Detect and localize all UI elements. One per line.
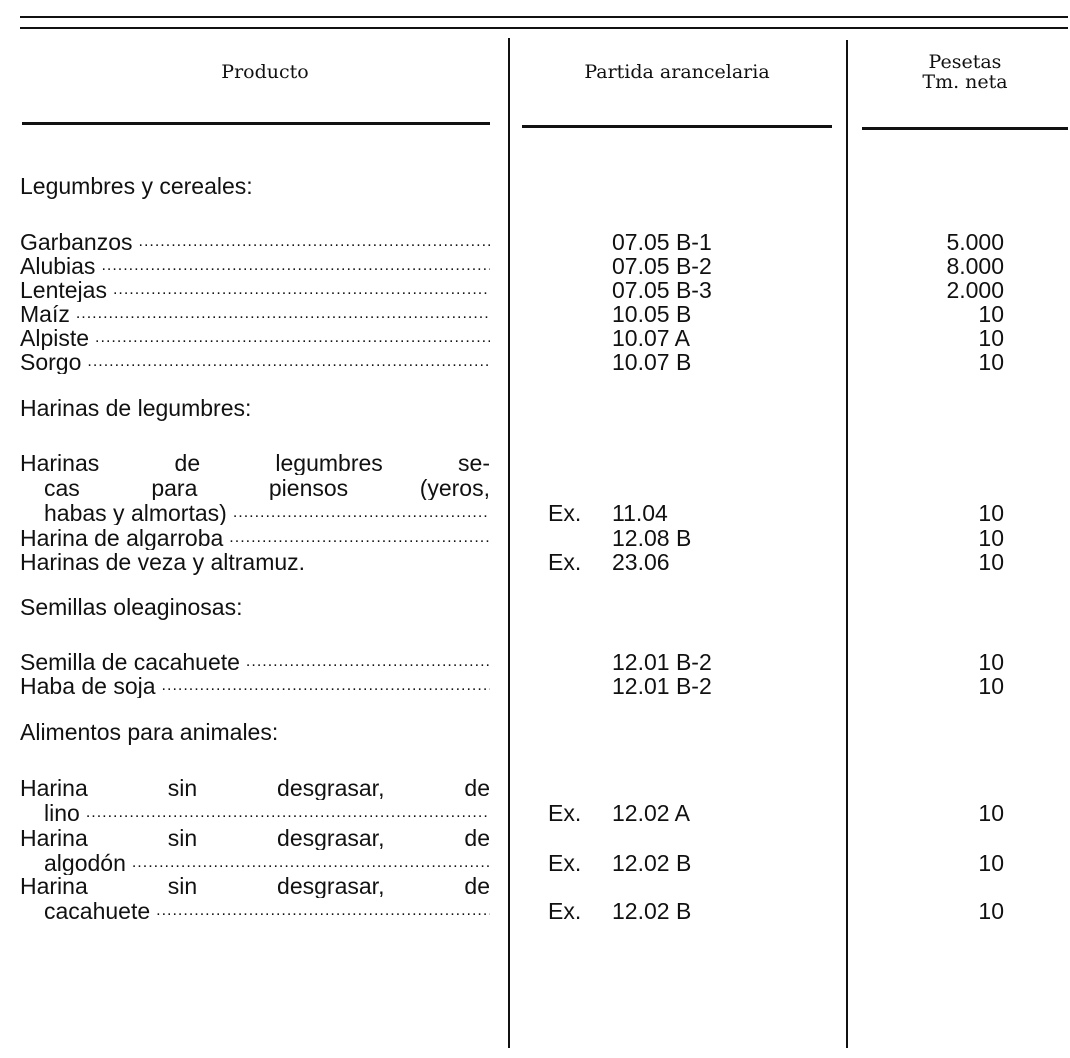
- product-label: algodón: [44, 851, 126, 875]
- dot-leader: [70, 302, 490, 326]
- header-pesetas-1: Pesetas: [928, 51, 1002, 73]
- tariff-code: 10.05 B: [612, 301, 692, 327]
- product-name-line: cas para piensos (yeros,: [44, 476, 490, 500]
- product-name: [20, 278, 490, 302]
- tariff-code: 10.07 B: [612, 349, 692, 375]
- section-heading: Harinas de legumbres:: [20, 395, 252, 421]
- price-value: 10: [978, 525, 1004, 551]
- product-label: Maíz: [20, 302, 70, 326]
- price-value: 5.000: [946, 229, 1004, 255]
- product-name: [44, 851, 490, 875]
- product-name: [20, 230, 490, 254]
- product-name: Harinas de veza y altramuz.: [20, 549, 306, 575]
- product-name-line: Harina sin desgrasar, de: [20, 826, 490, 850]
- product-label: Alubias: [20, 254, 96, 278]
- product-name: [44, 501, 490, 525]
- price-value: 10: [978, 673, 1004, 699]
- product-label: cacahuete: [44, 899, 151, 923]
- dot-leader: [156, 674, 490, 698]
- header-pesetas-2: Tm. neta: [922, 71, 1008, 93]
- product-name: [20, 254, 490, 278]
- tariff-code: 07.05 B-1: [612, 229, 712, 255]
- section-heading: Legumbres y cereales:: [20, 173, 253, 199]
- product-name-line: Harinas de legumbres se-: [20, 451, 490, 475]
- price-value: 10: [978, 301, 1004, 327]
- column-divider-1: [508, 38, 510, 1048]
- product-name: [20, 650, 490, 674]
- tariff-code: 12.02 B: [612, 850, 692, 876]
- product-label: Garbanzos: [20, 230, 133, 254]
- price-value: 2.000: [946, 277, 1004, 303]
- ex-marker: Ex.: [548, 898, 582, 924]
- ex-marker: Ex.: [548, 800, 582, 826]
- product-name: [44, 899, 490, 923]
- ex-marker: Ex.: [548, 500, 582, 526]
- header-rule-2: [522, 125, 832, 128]
- product-name-line: Harina sin desgrasar, de: [20, 874, 490, 898]
- dot-leader: [150, 899, 490, 923]
- dot-leader: [81, 350, 490, 374]
- product-name: [20, 326, 490, 350]
- price-value: 8.000: [946, 253, 1004, 279]
- product-name-line: Harina sin desgrasar, de: [20, 776, 490, 800]
- section-heading: Alimentos para animales:: [20, 719, 279, 745]
- tariff-code: 12.01 B-2: [612, 673, 712, 699]
- ex-marker: Ex.: [548, 549, 582, 575]
- product-name: [20, 526, 490, 550]
- top-double-rule-1: [20, 16, 1068, 18]
- dot-leader: [240, 650, 490, 674]
- top-double-rule-2: [20, 27, 1068, 29]
- tariff-code: 07.05 B-2: [612, 253, 712, 279]
- tariff-code: 12.01 B-2: [612, 649, 712, 675]
- product-label: lino: [44, 801, 80, 825]
- header-partida: Partida arancelaria: [584, 61, 770, 83]
- price-value: 10: [978, 325, 1004, 351]
- column-divider-2: [846, 40, 848, 1048]
- dot-leader: [223, 526, 490, 550]
- tariff-code: 23.06: [612, 549, 670, 575]
- product-name: [20, 674, 490, 698]
- product-label: Semilla de cacahuete: [20, 650, 240, 674]
- price-value: 10: [978, 850, 1004, 876]
- dot-leader: [227, 501, 490, 525]
- ex-marker: Ex.: [548, 850, 582, 876]
- dot-leader: [95, 254, 490, 278]
- price-value: 10: [978, 649, 1004, 675]
- product-name: [44, 801, 490, 825]
- dot-leader: [89, 326, 490, 350]
- price-value: 10: [978, 349, 1004, 375]
- price-value: 10: [978, 549, 1004, 575]
- tariff-code: 12.08 B: [612, 525, 692, 551]
- tariff-code: 12.02 B: [612, 898, 692, 924]
- product-label: Haba de soja: [20, 674, 156, 698]
- product-label: Lentejas: [20, 278, 107, 302]
- product-name: [20, 350, 490, 374]
- price-value: 10: [978, 500, 1004, 526]
- product-label: Sorgo: [20, 350, 82, 374]
- price-value: 10: [978, 898, 1004, 924]
- tariff-code: 12.02 A: [612, 800, 691, 826]
- dot-leader: [107, 278, 490, 302]
- price-value: 10: [978, 800, 1004, 826]
- product-label: habas y almortas): [44, 501, 227, 525]
- product-label: Alpiste: [20, 326, 90, 350]
- product-label: Harina de algarroba: [20, 526, 224, 550]
- dot-leader: [80, 801, 490, 825]
- header-rule-3: [862, 127, 1068, 130]
- dot-leader: [126, 851, 490, 875]
- tariff-code: 07.05 B-3: [612, 277, 712, 303]
- header-rule-1: [22, 122, 490, 125]
- tariff-code: 10.07 A: [612, 325, 691, 351]
- tariff-code: 11.04: [612, 500, 668, 526]
- header-producto: Producto: [221, 61, 309, 83]
- section-heading: Semillas oleaginosas:: [20, 594, 243, 620]
- product-name: [20, 302, 490, 326]
- dot-leader: [133, 230, 490, 254]
